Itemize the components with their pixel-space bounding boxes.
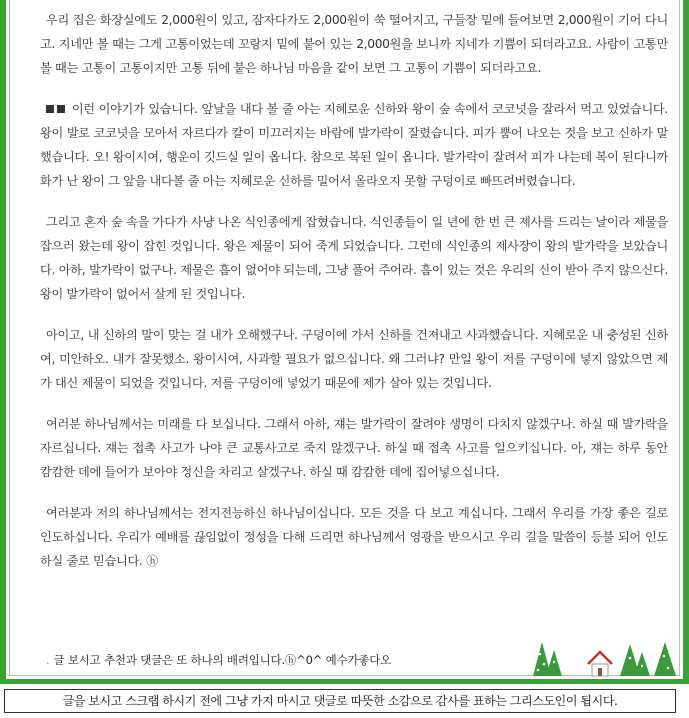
christmas-trees-icon — [530, 640, 680, 678]
article-panel — [9, 0, 680, 676]
footer-dot: . — [46, 653, 50, 667]
paragraph-2-text: 이런 이야기가 있습니다. 앞날을 내다 볼 줄 아는 지혜로운 신하와 왕이 숲 속에서 코코넛을 잘라서 먹고 있었습니다. 왕이 발로 코코넛을 모아서 자르다가 칼이 미끄러지는 바람에 발가락이 잘렸습니다. 피가 뿜어 나오는 것을 보고 신하가 말했습니다. 오! 왕이시여, 행운이 깃드실 일이 옵니다. 참으로 복된 일이 옵니다. 발가락이 잘려서 피가 나는데 복이 된다니까 화가 난 왕이 그 앞을 내다볼 줄 아는 지혜로운 신하를 밀어서 올라오지 못할 구덩이로 빠뜨려버렸습니다. — [40, 102, 668, 188]
paragraph-3: 그리고 혼자 숲 속을 가다가 사냥 나온 식인종에게 잡혔습니다. 식인종들이 일 년에 한 번 큰 제사를 드리는 날이라 제물을 잡으러 왔는데 왕이 잡힌 것입니다. 왕은 제물이 되어 죽게 되었습니다. 그런데 식인종의 제사장이 왕의 발가락을 보았습니다. 아하, 발가락이 없구나. 제물은 흠이 없어야 되는데, 그냥 풀어 주어라. 흠이 있는 것은 우리의 신이 받아 주지 않으신다. 왕이 발가락이 없어서 살게 된 것입니다. — [40, 215, 668, 301]
paragraph-2 — [40, 97, 668, 193]
square-bullet-icon — [57, 105, 65, 113]
page-border — [6, 0, 683, 679]
article-body — [40, 8, 668, 590]
paragraph-5: 여러분 하나님께서는 미래를 다 보십니다. 그래서 아하, 쟤는 발가락이 잘려야 생명이 다치지 않겠구나. 하실 때 발가락을 자르십니다. 쟤는 접촉 사고가 나야 큰 교통사고로 죽지 않겠구나. 하실 때 접촉 사고를 일으키십니다. 아, 쟤는 하루 동안 캄캄한 데에 들어가 보아야 정신을 차리고 살겠구나. 하실 때 캄캄한 데에 집어넣으십니다. — [40, 417, 668, 479]
paragraph-1: 우리 집은 화장실에도 2,000원이 있고, 잠자다가도 2,000원이 쑥 떨어지고, 구들장 밑에 들어보면 2,000원이 기어 다니고. 지네만 볼 때는 그게 고통이었는데 꼬랑지 밑에 붙어 있는 2,000원을 보니까 지네가 기쁨이 되더라고요. 사람이 고통만 볼 때는 고통이 고통이지만 고통 뒤에 붙은 하나님 마음을 같이 보면 그 고통이 기쁨이 되더라고요. — [40, 13, 668, 75]
footer-note — [46, 652, 391, 668]
paragraph-6: 여러분과 저의 하나님께서는 전지전능하신 하나님이십니다. 모든 것을 다 보고 계십니다. 그래서 우리를 가장 좋은 길로 인도하십니다. 우리가 예배를 끊임없이 정성을 다해 드리면 하나님께서 영광을 받으시고 우리 길을 말씀이 등불 되어 인도하실 줄로 믿습니다. ⓗ — [40, 506, 668, 568]
square-bullet-icon — [46, 105, 54, 113]
paragraph-4: 아이고, 내 신하의 말이 맞는 걸 내가 오해했구나. 구덩이에 가서 신하를 건져내고 사과했습니다. 지혜로운 내 충성된 신하여, 미안하오. 내가 잘못했소. 왕이시여, 사과할 필요가 없으십니다. 왜 그러냐? 만일 왕이 저를 구덩이에 넣지 않았으면 제가 대신 제물이 되었을 것입니다. 저를 구덩이에 넣었기 때문에 제가 살아 있는 것입니다. — [40, 328, 668, 390]
caption-box: 글을 보시고 스크랩 하시기 전에 그냥 가지 마시고 댓글로 따뜻한 소감으로 감사를 표하는 그리스도인이 됩시다. — [4, 689, 676, 713]
footer-note-text: 글 보시고 추천과 댓글은 또 하나의 배려입니다.ⓗ^0^ 예수가좋다오 — [53, 653, 392, 667]
